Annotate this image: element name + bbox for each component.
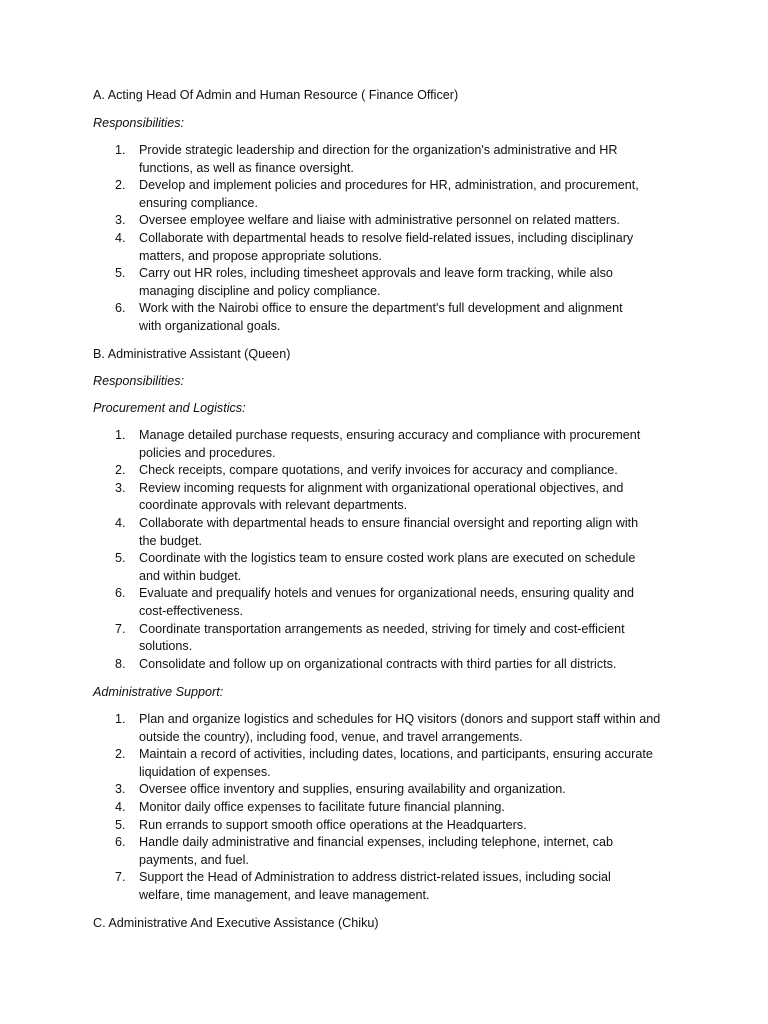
- list-item-text-continued: matters, and propose appropriate solutions.: [139, 248, 382, 263]
- list-item-text: Check receipts, compare quotations, and verify invoices for accuracy and compliance.: [139, 463, 618, 478]
- procurement-logistics-label: Procurement and Logistics:: [93, 401, 246, 415]
- list-item: [93, 817, 693, 835]
- list-item: [93, 550, 693, 585]
- list-item-number: 3.: [115, 480, 126, 495]
- list-item-number: 7.: [115, 621, 126, 636]
- list-item-text: Collaborate with departmental heads to resolve field-related issues, including disciplinary: [139, 230, 634, 245]
- list-item-number: 4.: [115, 515, 126, 530]
- list-item-number: 8.: [115, 656, 126, 671]
- list-item-number: 3.: [115, 213, 126, 228]
- section-a-responsibilities-label: Responsibilities:: [93, 116, 184, 130]
- administrative-support-label: Administrative Support:: [93, 685, 224, 699]
- list-item-text: Oversee employee welfare and liaise with administrative personnel on related matters.: [139, 213, 620, 228]
- list-item-text-continued: solutions.: [139, 639, 193, 654]
- list-item-number: 5.: [115, 551, 126, 566]
- list-item: [93, 834, 693, 869]
- list-item-text-continued: the budget.: [139, 533, 203, 548]
- list-item: [93, 177, 693, 212]
- list-item-number: 1.: [115, 712, 126, 726]
- list-item-text: Manage detailed purchase requests, ensuring accuracy and compliance with procurement: [139, 428, 641, 442]
- list-item: [93, 427, 693, 462]
- list-item-text-continued: policies and procedures.: [139, 445, 276, 460]
- list-item: [93, 799, 693, 817]
- list-item-text: Collaborate with departmental heads to ensure financial oversight and reporting align with: [139, 515, 639, 530]
- list-item-text: Oversee office inventory and supplies, ensuring availability and organization.: [139, 782, 566, 797]
- list-item-number: 5.: [115, 817, 126, 832]
- list-item: [93, 869, 693, 904]
- list-item-text-continued: functions, as well as finance oversight.: [139, 160, 354, 175]
- list-item: [93, 656, 693, 674]
- section-b-heading: B. Administrative Assistant (Queen): [93, 347, 291, 361]
- list-item: [93, 480, 693, 515]
- list-item-number: 7.: [115, 870, 126, 885]
- list-item-number: 2.: [115, 747, 126, 762]
- list-item-text: Review incoming requests for alignment with organizational operational objectives, and: [139, 480, 624, 495]
- list-item: [93, 515, 693, 550]
- list-item-text: Monitor daily office expenses to facilitate future financial planning.: [139, 799, 505, 814]
- list-item-text: Carry out HR roles, including timesheet approvals and leave form tracking, while also: [139, 266, 613, 281]
- list-item-text-continued: payments, and fuel.: [139, 852, 249, 867]
- list-item-text-continued: ensuring compliance.: [139, 195, 259, 210]
- list-item-text-continued: and within budget.: [139, 568, 242, 583]
- administrative-support-list: [93, 711, 693, 905]
- list-item: [93, 265, 693, 300]
- list-item-number: 6.: [115, 835, 126, 850]
- list-item-number: 1.: [115, 428, 126, 442]
- list-item-text: Support the Head of Administration to address district-related issues, including social: [139, 870, 611, 885]
- list-item-text: Coordinate transportation arrangements as needed, striving for timely and cost-efficient: [139, 621, 625, 636]
- section-b-responsibilities-label: Responsibilities:: [93, 374, 184, 388]
- list-item-number: 1.: [115, 143, 126, 157]
- list-item-number: 5.: [115, 266, 126, 281]
- list-item: [93, 585, 693, 620]
- list-item-text-continued: with organizational goals.: [139, 318, 281, 333]
- list-item: [93, 781, 693, 799]
- list-item-text-continued: coordinate approvals with relevant departments.: [139, 498, 408, 513]
- list-item: [93, 212, 693, 230]
- list-item-text: Maintain a record of activities, including dates, locations, and participants, ensuring accurate: [139, 747, 653, 762]
- list-item-number: 2.: [115, 463, 126, 478]
- list-item-text-continued: welfare, time management, and leave management.: [139, 887, 430, 902]
- list-item-text: Evaluate and prequalify hotels and venues for organizational needs, ensuring quality and: [139, 586, 634, 601]
- list-item: [93, 300, 693, 335]
- list-item-text: Work with the Nairobi office to ensure the department's full development and alignment: [139, 301, 623, 316]
- section-a-list: [93, 142, 693, 336]
- list-item-text-continued: managing discipline and policy compliance.: [139, 283, 381, 298]
- list-item-number: 6.: [115, 301, 126, 316]
- list-item-number: 3.: [115, 782, 126, 797]
- list-item-text-continued: liquidation of expenses.: [139, 764, 271, 779]
- list-item-text: Handle daily administrative and financial expenses, including telephone, internet, cab: [139, 835, 613, 850]
- list-item-number: 4.: [115, 799, 126, 814]
- list-item-text: Run errands to support smooth office operations at the Headquarters.: [139, 817, 527, 832]
- list-item-text-continued: cost-effectiveness.: [139, 603, 244, 618]
- list-item-text: Consolidate and follow up on organizational contracts with third parties for all districts.: [139, 656, 617, 671]
- list-item-text: Provide strategic leadership and direction for the organization's administrative and HR: [139, 143, 618, 157]
- list-item: [93, 711, 693, 746]
- section-a-heading: A. Acting Head Of Admin and Human Resource ( Finance Officer): [93, 88, 459, 102]
- list-item-number: 2.: [115, 178, 126, 193]
- list-item-text: Coordinate with the logistics team to ensure costed work plans are executed on schedule: [139, 551, 636, 566]
- list-item-number: 6.: [115, 586, 126, 601]
- list-item: [93, 746, 693, 781]
- list-item-number: 4.: [115, 230, 126, 245]
- procurement-list: [93, 427, 693, 673]
- list-item-text: Develop and implement policies and procedures for HR, administration, and procurement,: [139, 178, 639, 193]
- list-item-text: Plan and organize logistics and schedules for HQ visitors (donors and support staff within and: [139, 712, 661, 726]
- section-c-heading: C. Administrative And Executive Assistance (Chiku): [93, 916, 379, 930]
- list-item: [93, 621, 693, 656]
- list-item-text-continued: outside the country), including food, venue, and travel arrangements.: [139, 729, 523, 744]
- list-item: [93, 230, 693, 265]
- list-item: [93, 142, 693, 177]
- list-item: [93, 462, 693, 480]
